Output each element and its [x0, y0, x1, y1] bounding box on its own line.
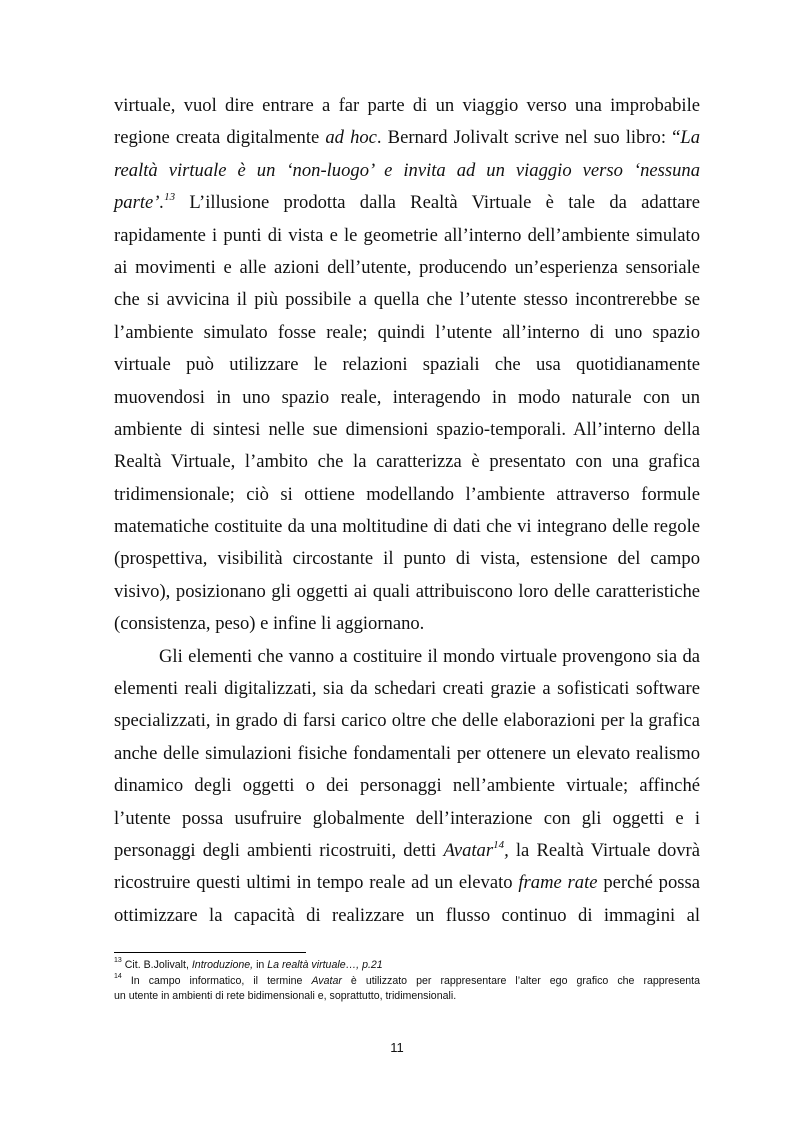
text-line: elementi reali digitalizzati, sia da schedari creati grazie a sofisticati software: [114, 678, 700, 700]
footnote-ref-13[interactable]: 13: [164, 190, 176, 203]
footnote-13: $^{13}$ Cit. B.Jolivalt, Introduzione, in La realtà virtuale…, p.21: [114, 957, 383, 971]
text-line: ambiente di sintesi nelle sue dimensioni spazio-temporali. All’interno della: [114, 418, 700, 440]
footnotes: [114, 958, 700, 1005]
text-line: dinamico degli oggetti o dei personaggi nell’ambiente virtuale; affinché: [114, 775, 700, 797]
text-line: l’utente possa usufruire globalmente dell’interazione con gli oggetti e i: [114, 807, 700, 829]
footnote-14-continued: un utente in ambienti di rete bidimensionali e, soprattutto, tridimensionali.: [114, 990, 457, 1002]
text-line: matematiche costituite da una moltitudine di dati che vi integrano delle regole: [114, 516, 700, 538]
text-line: Realtà Virtuale, l’ambito che la caratterizza è presentato con una grafica: [114, 451, 700, 473]
text-line: anche delle simulazioni fisiche fondamentali per ottenere un elevato realismo: [114, 742, 700, 764]
text-line: ricostruire questi ultimi in tempo reale ad un elevato frame rate perché possa: [114, 872, 700, 894]
text-line: virtuale può utilizzare le relazioni spaziali che usa quotidianamente: [114, 354, 700, 376]
text-line: ottimizzare la capacità di realizzare un flusso continuo di immagini al: [114, 904, 700, 926]
text-line: tridimensionale; ciò si ottiene modellando l’ambiente attraverso formule: [114, 483, 700, 505]
text-line: parte’.$^{13}$ L’illusione prodotta dalla Realtà Virtuale è tale da adattare: [114, 190, 700, 214]
text-line: (consistenza, peso) e infine li aggiornano.: [114, 613, 425, 635]
body-text: [114, 90, 700, 932]
text-line: ai movimenti e alle azioni dell’utente, producendo un’esperienza sensoriale: [114, 256, 700, 278]
text-line: regione creata digitalmente ad hoc. Bernard Jolivalt scrive nel suo libro: “La: [114, 127, 701, 149]
text-line: che si avvicina il più possibile a quella che l’utente stesso incontrerebbe se: [114, 289, 700, 311]
text-line: l’ambiente simulato fosse reale; quindi l’utente all’interno di uno spazio: [114, 321, 700, 343]
text-line: visivo), posizionano gli oggetti ai quali attribuiscono loro delle caratteristiche: [114, 580, 700, 602]
text-line: (prospettiva, visibilità circostante il punto di vista, estensione del campo: [114, 548, 700, 570]
page-number: 11: [390, 1040, 404, 1055]
text-line: personaggi degli ambienti ricostruiti, detti Avatar$^{14}$, la Realtà Virtuale dovrà: [114, 838, 701, 861]
text-line: muovendosi in uno spazio reale, interagendo in modo naturale con un: [114, 386, 700, 408]
footnote-separator: [114, 952, 306, 953]
footnote-14: $^{14}$ In campo informatico, il termine Avatar è utilizzato per rappresentare l’alter ego grafico che rappresenta: [114, 972, 700, 987]
text-line: rapidamente i punti di vista e le geometrie all’interno dell’ambiente simulato: [114, 224, 700, 246]
text-line: specializzati, in grado di farsi carico oltre che delle elaborazioni per la grafica: [114, 710, 700, 732]
footnote-ref-14[interactable]: 14: [493, 838, 505, 851]
text-line: Gli elementi che vanno a costituire il mondo virtuale provengono sia da: [159, 645, 700, 667]
text-line: virtuale, vuol dire entrare a far parte di un viaggio verso una improbabile: [114, 95, 700, 116]
text-line: realtà virtuale è un ‘non-luogo’ e invita ad un viaggio verso ‘nessuna: [114, 159, 700, 181]
